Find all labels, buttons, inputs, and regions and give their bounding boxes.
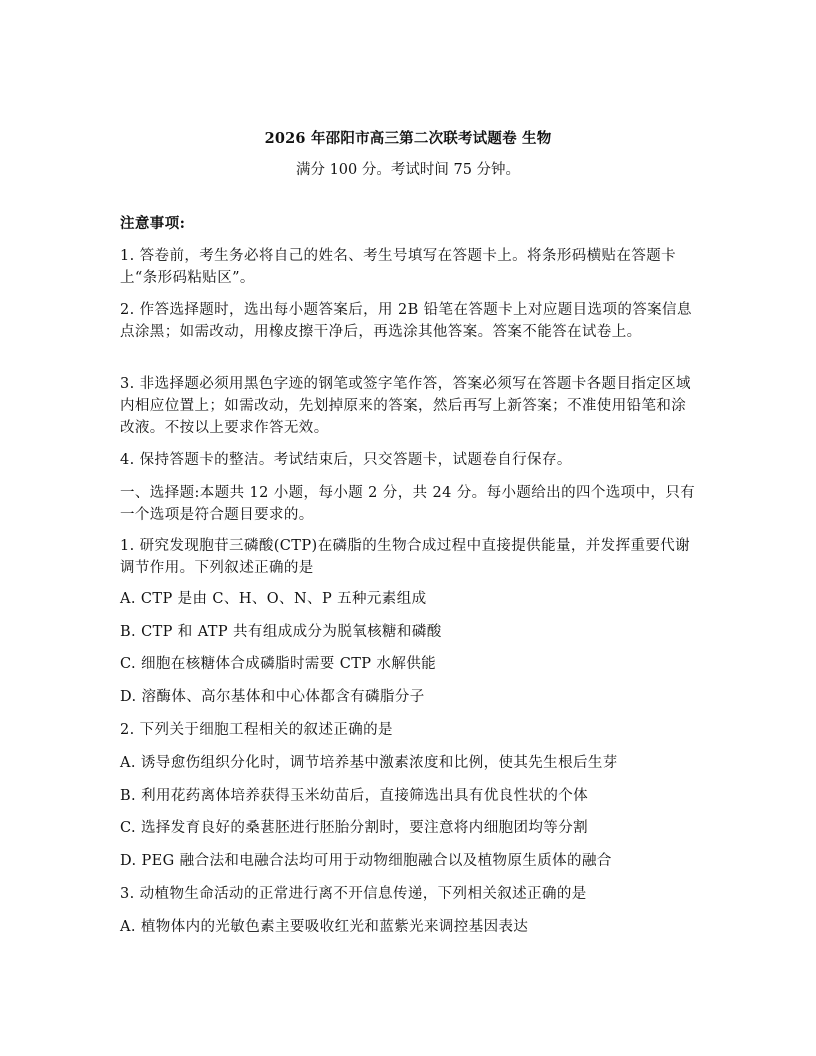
notice-item-1: 1. 答卷前，考生务必将自己的姓名、考生号填写在答题卡上。将条形码横贴在答题卡上“条形码粘贴区”。 bbox=[120, 248, 677, 286]
exam-title: 2026 年邵阳市高三第二次联考试题卷 生物 bbox=[264, 130, 552, 147]
notice-item-4: 4. 保持答题卡的整洁。考试结束后，只交答题卡，试题卷自行保存。 bbox=[120, 452, 572, 468]
question-2-stem: 2. 下列关于细胞工程相关的叙述正确的是 bbox=[120, 722, 393, 738]
question-2-option-c: C. 选择发育良好的桑葚胚进行胚胎分割时，要注意将内细胞团均等分割 bbox=[120, 820, 588, 836]
question-1-option-d: D. 溶酶体、高尔基体和中心体都含有磷脂分子 bbox=[120, 689, 425, 705]
notice-item-3: 3. 非选择题必须用黑色字迹的钢笔或签字笔作答，答案必须写在答题卡各题目指定区域内相应位置上；如需改动，先划掉原来的答案，然后再写上新答案；不准使用铅笔和涂改液。不按以上要求作答无效。 bbox=[120, 376, 691, 436]
question-3-option-a: A. 植物体内的光敏色素主要吸收红光和蓝紫光来调控基因表达 bbox=[120, 919, 529, 935]
question-2-option-d: D. PEG 融合法和电融合法均可用于动物细胞融合以及植物原生质体的融合 bbox=[120, 853, 612, 869]
notice-item-2: 2. 作答选择题时，选出每小题答案后，用 2B 铅笔在答题卡上对应题目选项的答案信息点涂黑；如需改动，用橡皮擦干净后，再选涂其他答案。答案不能答在试卷上。 bbox=[120, 302, 692, 340]
exam-subtitle: 满分 100 分。考试时间 75 分钟。 bbox=[295, 162, 521, 178]
question-1-option-b: B. CTP 和 ATP 共有组成成分为脱氧核糖和磷酸 bbox=[120, 624, 442, 640]
question-1-option-c: C. 细胞在核糖体合成磷脂时需要 CTP 水解供能 bbox=[120, 656, 437, 672]
question-1-stem: 1. 研究发现胞苷三磷酸(CTP)在磷脂的生物合成过程中直接提供能量，并发挥重要代谢调节作用。下列叙述正确的是 bbox=[120, 538, 691, 576]
notice-heading: 注意事项: bbox=[120, 215, 186, 232]
question-1-option-a: A. CTP 是由 C、H、O、N、P 五种元素组成 bbox=[120, 591, 427, 607]
section-heading: 一、选择题:本题共 12 小题，每小题 2 分，共 24 分。每小题给出的四个选项中，只有一个选项是符合题目要求的。 bbox=[120, 485, 696, 523]
question-3-stem: 3. 动植物生命活动的正常进行离不开信息传递，下列相关叙述正确的是 bbox=[120, 886, 587, 902]
question-2-option-a: A. 诱导愈伤组织分化时，调节培养基中激素浓度和比例，使其先生根后生芽 bbox=[120, 755, 618, 771]
question-2-option-b: B. 利用花药离体培养获得玉米幼苗后，直接筛选出具有优良性状的个体 bbox=[120, 788, 589, 804]
